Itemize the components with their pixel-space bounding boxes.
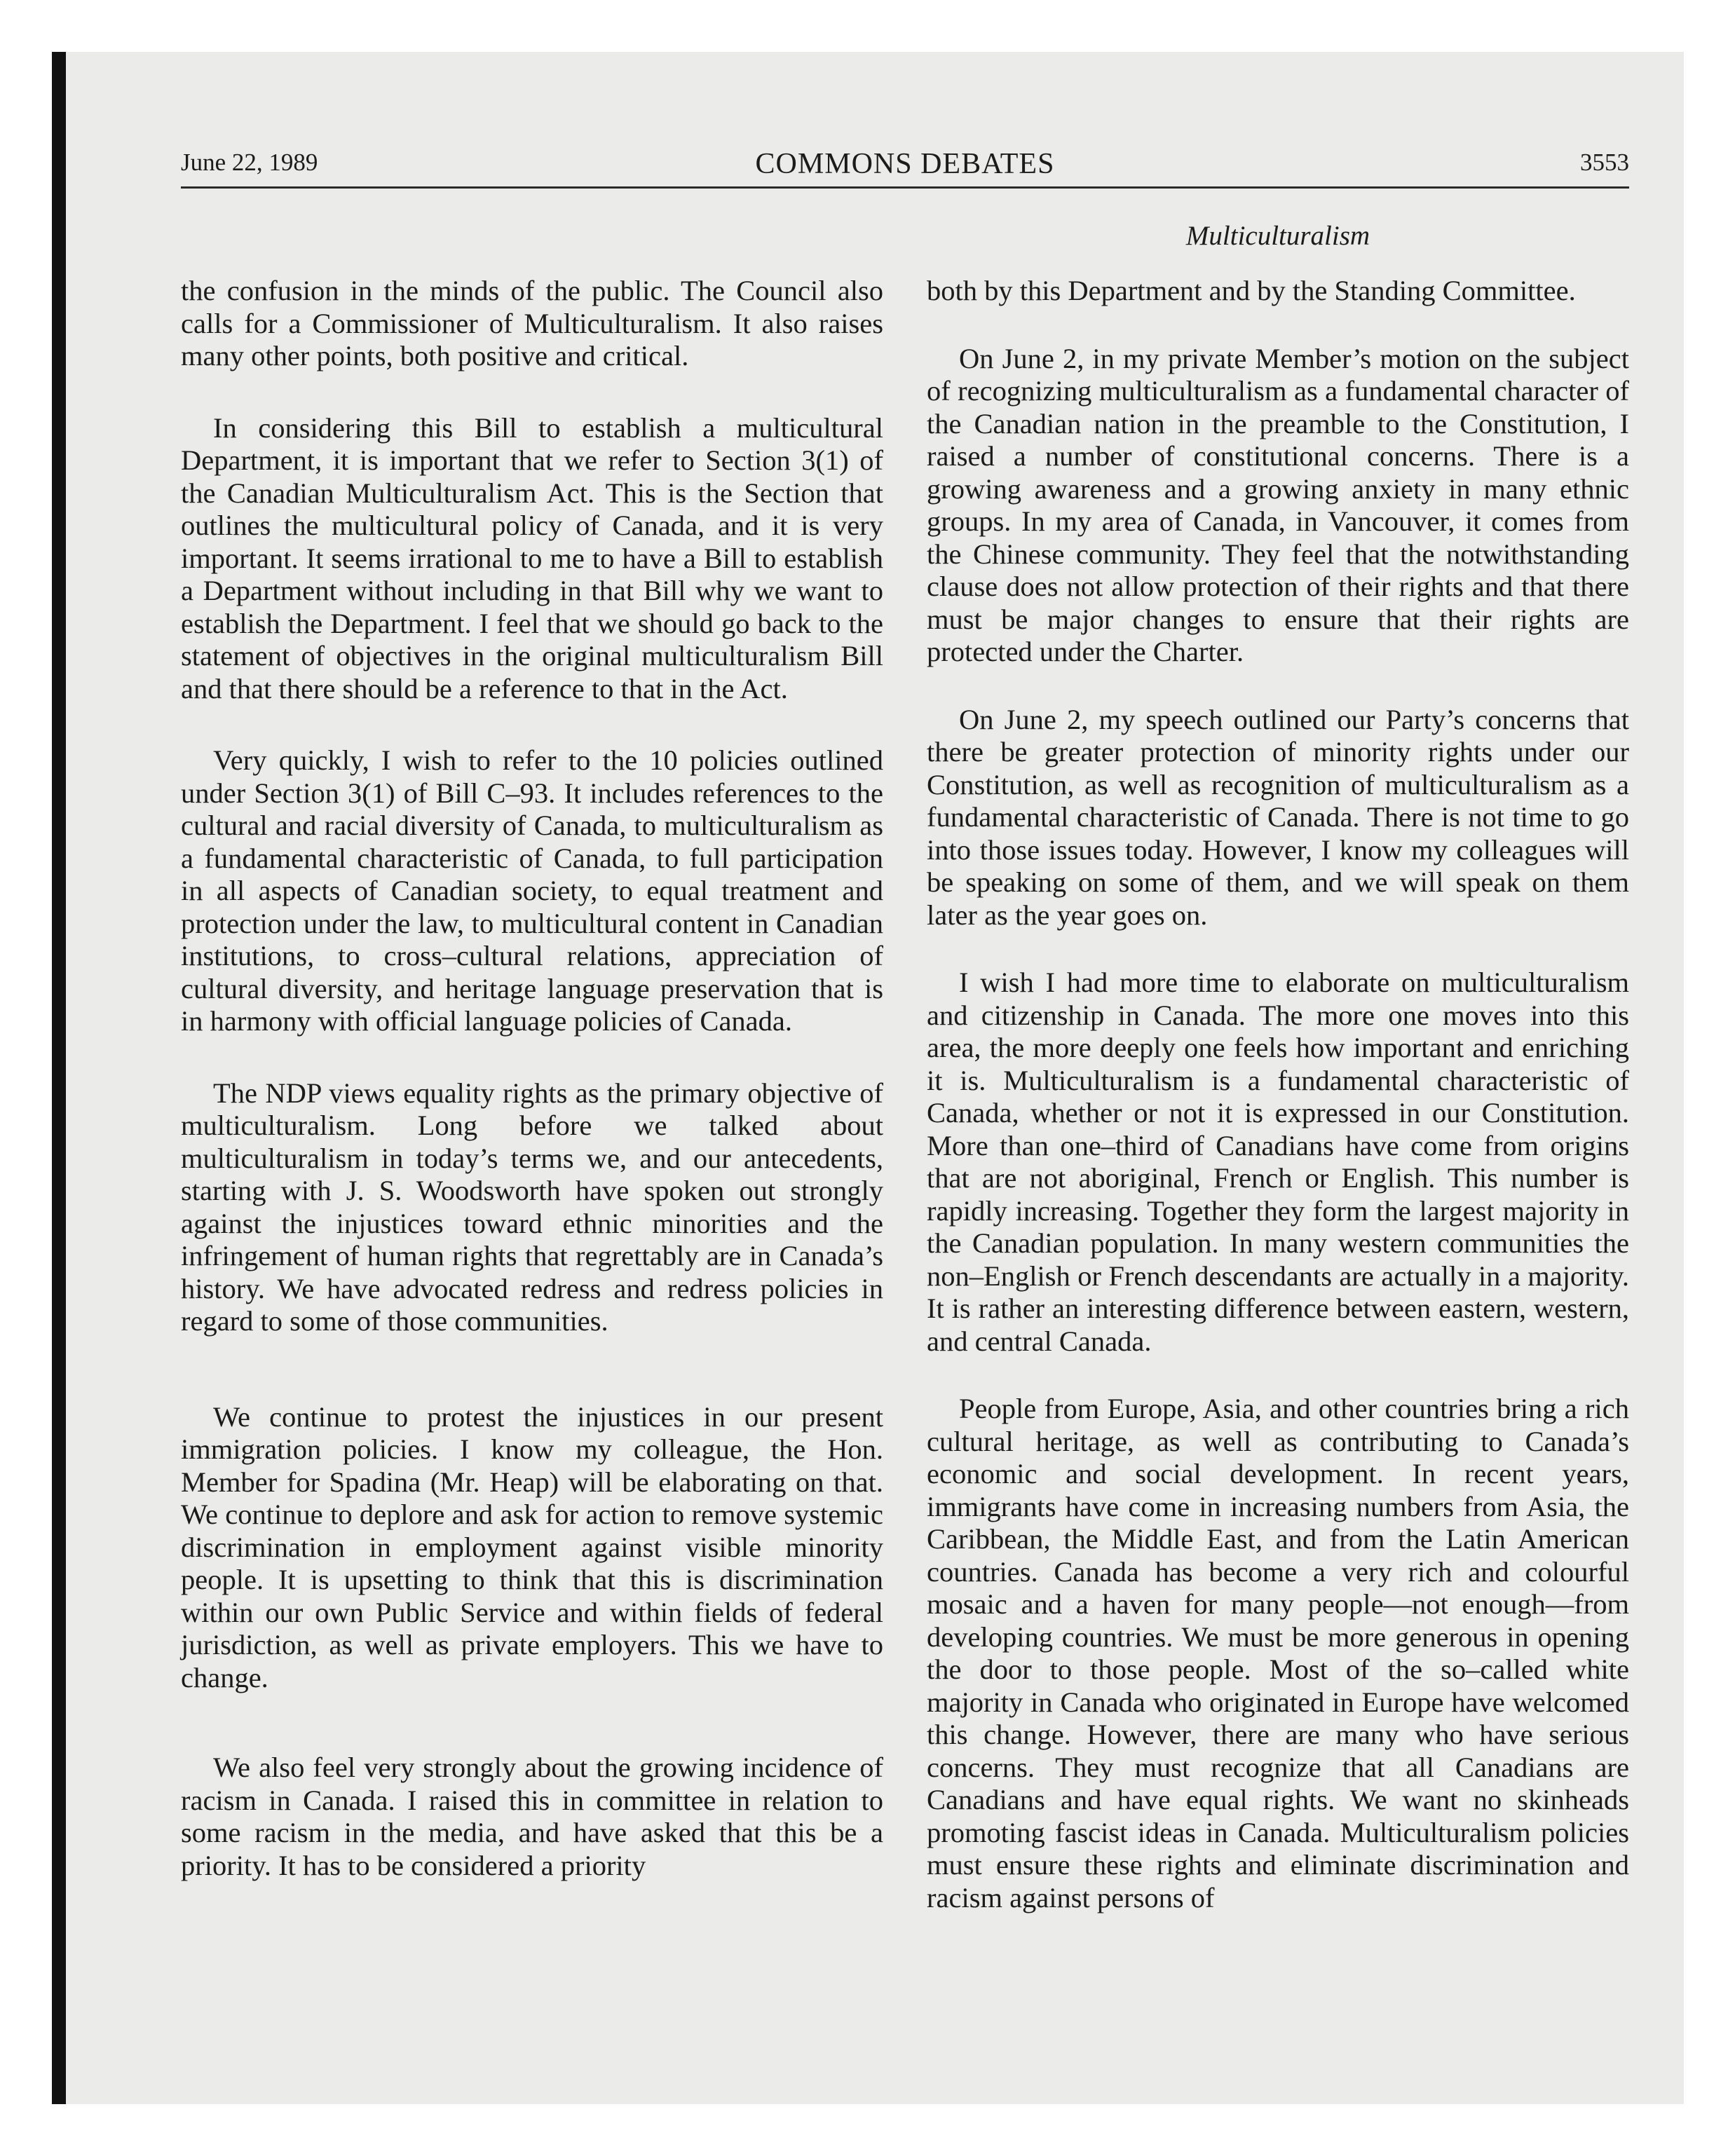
paragraph: both by this Department and by the Standing Committee.: [927, 275, 1576, 306]
section-heading: Multiculturalism: [1185, 221, 1370, 251]
paragraph: Very quickly, I wish to refer to the 10 policies outlined under Section 3(1) of Bill C–93. It includes references to the cultural and racial diversity of Canada, to multiculturalism as a fundamental characteristic of Canada, to full participation in all aspects of Canadian society, to equal treatment and protection under the law, to multicultural content in Canadian institutions, to cross–cultural relations, appreciation of cultural diversity, and heritage language preservation that is in harmony with official language policies of Canada.: [181, 744, 883, 1037]
running-head: [181, 144, 1629, 189]
header-page-number: 3553: [1580, 149, 1629, 176]
paragraph: On June 2, in my private Member’s motion on the subject of recognizing multiculturalism as a fundamental character of the Canadian nation in the preamble to the Constitution, I raised a number of constitutional concerns. There is a growing awareness and a growing anxiety in many ethnic groups. In my area of Canada, in Vancouver, it comes from the Chinese community. They feel that the notwithstanding clause does not allow protection of their rights and that there must be major changes to ensure that their rights are protected under the Charter.: [927, 342, 1629, 667]
header-date: June 22, 1989: [181, 149, 318, 176]
paragraph: I wish I had more time to elaborate on multiculturalism and citizenship in Canada. The more one moves into this area, the more deeply one feels how important and enriching it is. Multiculturalism is a fundamental characteristic of Canada, whether or not it is expressed in our Constitution. More than one–third of Canadians have come from origins that are not aboriginal, French or English. This number is rapidly increasing. Together they form the largest majority in the Canadian population. In many western communities the non–English or French descendants are actually in a majority. It is rather an interesting difference between eastern, western, and central Canada.: [927, 967, 1629, 1357]
binding-edge: [52, 52, 66, 2104]
paragraph: The NDP views equality rights as the primary objective of multiculturalism. Long before we talked about multiculturalism in today’s terms we, and our antecedents, starting with J. S. Woodsworth have spoken out strongly against the injustices toward ethnic minorities and the infringement of human rights that regrettably are in Canada’s history. We have advocated redress and redress policies in regard to some of those communities.: [181, 1077, 883, 1337]
paragraph: the confusion in the minds of the public. The Council also calls for a Commissioner of Multiculturalism. It also raises many other points, both positive and critical.: [181, 275, 883, 371]
right-column: [927, 275, 1629, 1946]
paragraph: We also feel very strongly about the growing incidence of racism in Canada. I raised this in committee in relation to some racism in the media, and have asked that this be a priority. It has to be considered a priority: [181, 1752, 883, 1881]
paragraph: We continue to protest the injustices in our present immigration policies. I know my colleague, the Hon. Member for Spadina (Mr. Heap) will be elaborating on that. We continue to deplore and ask for action to remove systemic discrimination in employment against visible minority people. It is upsetting to think that this is discrimination within our own Public Service and within fields of federal jurisdiction, as well as private employers. This we have to change.: [181, 1400, 883, 1693]
header-title: COMMONS DEBATES: [755, 148, 1055, 180]
paragraph: On June 2, my speech outlined our Party’s concerns that there be greater protection of minority rights under our Constitution, as well as recognition of multiculturalism as a fundamental characteristic of Canada. There is not time to go into those issues today. However, I know my colleagues will be speaking on some of them, and we will speak on them later as the year goes on.: [927, 703, 1629, 931]
page-content: [181, 144, 1629, 2079]
paragraph: In considering this Bill to establish a multicultural Department, it is important that we refer to Section 3(1) of the Canadian Multiculturalism Act. This is the Section that outlines the multicultural policy of Canada, and it is very important. It seems irrational to me to have a Bill to establish a Department without including in that Bill why we want to establish the Department. I feel that we should go back to the statement of objectives in the original multiculturalism Bill and that there should be a reference to that in the Act.: [181, 411, 883, 704]
left-column: [181, 275, 883, 1914]
scanned-page: [52, 52, 1684, 2104]
paragraph: People from Europe, Asia, and other countries bring a rich cultural heritage, as well as contributing to Canada’s economic and social development. In recent years, immigrants have come in increasing numbers from Asia, the Caribbean, the Middle East, and from the Latin American countries. Canada has become a very rich and colourful mosaic and a haven for many people—not enough—from developing countries. We must be more generous in opening the door to those people. Most of the so–called white majority in Canada who originated in Europe have welcomed this change. However, there are many who have serious concerns. They must recognize that all Canadians are Canadians and have equal rights. We want no skinheads promoting fascist ideas in Canada. Multiculturalism policies must ensure these rights and eliminate discrimination and racism against persons of: [927, 1393, 1629, 1913]
